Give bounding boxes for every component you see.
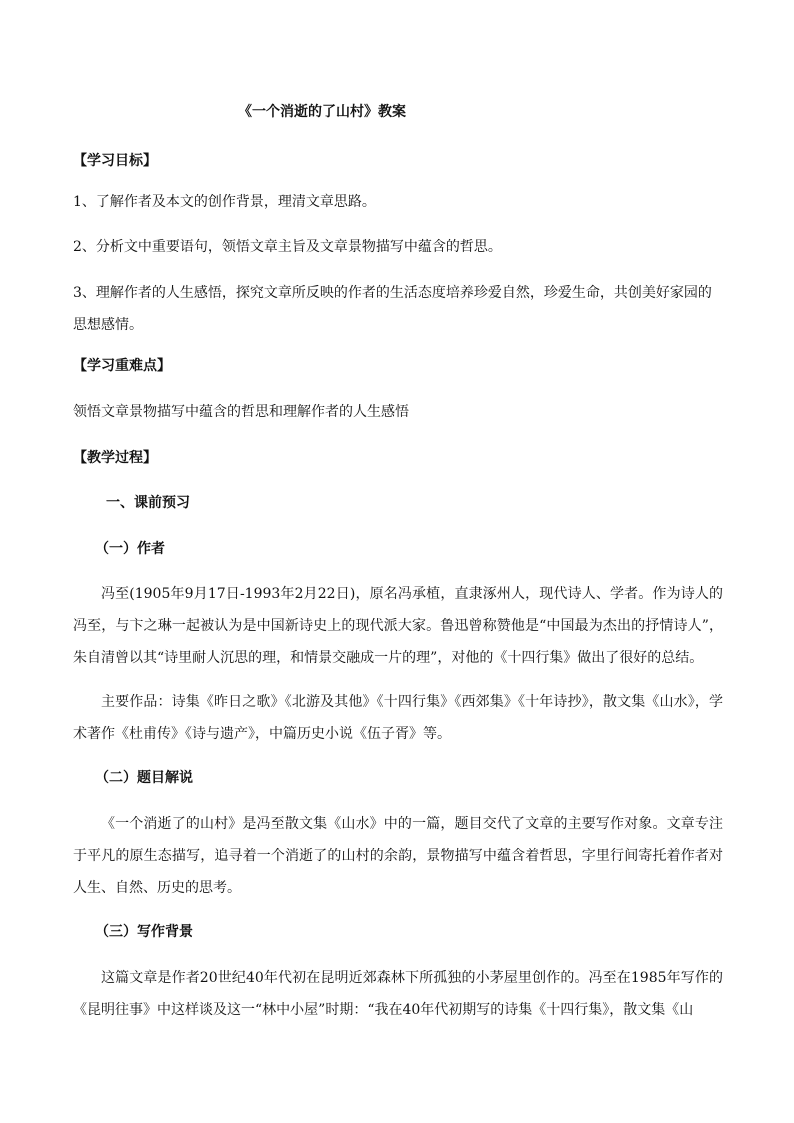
subheading-title-explanation: （二）题目解说 [95, 770, 193, 786]
section-heading-process: 【教学过程】 [73, 450, 157, 466]
works-paragraph: 主要作品：诗集《昨日之歌》《北游及其他》《十四行集》《西郊集》《十年诗抄》，散文集《山水》，学术著作《杜甫传》《诗与遗产》，中篇历史小说《伍子胥》等。 [73, 694, 723, 742]
part-heading-preview: 一、课前预习 [106, 495, 190, 511]
goal-item-2: 2、分析文中重要语句，领悟文章主旨及文章景物描写中蕴含的哲思。 [73, 239, 502, 255]
key-points-text: 领悟文章景物描写中蕴含的哲思和理解作者的人生感悟 [73, 404, 409, 420]
title-explanation-paragraph: 《一个消逝了的山村》是冯至散文集《山水》中的一篇，题目交代了文章的主要写作对象。文章专注于平凡的原生态描写，追寻着一个消逝了的山村的余韵，景物描写中蕴含着哲思，字里行间寄托着作者对人生、自然、历史的思考。 [73, 816, 723, 896]
subheading-author: （一）作者 [95, 541, 165, 557]
subheading-writing-background: （三）写作背景 [95, 924, 193, 940]
goal-item-1: 1、了解作者及本文的创作背景，理清文章思路。 [73, 194, 376, 210]
goal-item-3: 3、理解作者的人生感悟，探究文章所反映的作者的生活态度培养珍爱自然，珍爱生命，共创美好家园的思想感情。 [73, 285, 712, 333]
author-paragraph: 冯至(1905年9月17日-1993年2月22日)，原名冯承植，直隶涿州人，现代诗人、学者。作为诗人的冯至，与卞之琳一起被认为是中国新诗史上的现代派大家。鲁迅曾称赞他是“中国最为杰出的抒情诗人”，朱自清曾以其“诗里耐人沉思的理，和情景交融成一片的理”，对他的《十四行集》做出了很好的总结。 [73, 586, 723, 666]
document-title: 《一个消逝的了山村》教案 [238, 104, 406, 120]
section-heading-goals: 【学习目标】 [73, 153, 157, 169]
background-paragraph: 这篇文章是作者20世纪40年代初在昆明近郊森林下所孤独的小茅屋里创作的。冯至在1985年写作的《昆明往事》中这样谈及这一“林中小屋”时期：“我在40年代初期写的诗集《十四行集》，散文集《山 [73, 970, 723, 1018]
section-heading-key-points: 【学习重难点】 [73, 358, 171, 374]
